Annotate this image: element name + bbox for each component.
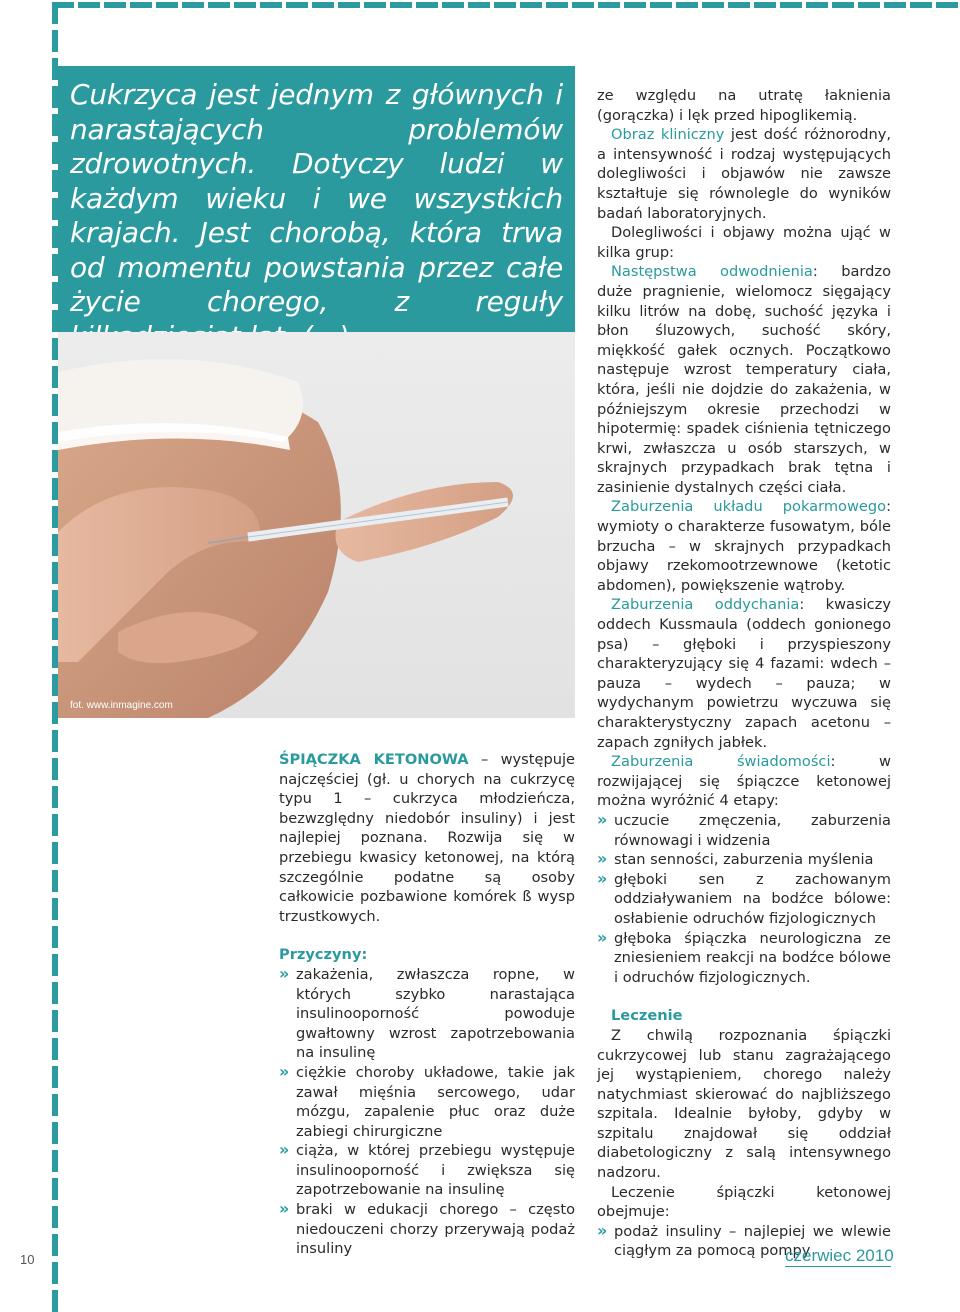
- list-item: » podaż insuliny – najlepiej we wlewie ciągłym za pomocą pompy: [597, 1222, 891, 1261]
- treatment-heading: Leczenie: [611, 1007, 683, 1025]
- paragraph: Leczenie śpiączki ketonowej obejmuje:: [597, 1183, 891, 1221]
- list-item: » stan senności, zaburzenia myślenia: [597, 850, 891, 870]
- column-right: [597, 86, 891, 1261]
- paragraph: ze względu na utratę łaknienia (gorączka) i lęk przed hipoglikemią.: [597, 87, 891, 124]
- term-dehydration: Następstwa odwodnienia: [611, 263, 813, 281]
- list-item: » głęboki sen z zachowanym oddziaływaniem na bodźce bólowe: osłabienie odruchów fizjologicznych: [597, 870, 891, 929]
- page-number: 10: [20, 1252, 35, 1267]
- lead-paragraph: [279, 750, 575, 926]
- list-item: » uczucie zmęczenia, zaburzenia równowagi i widzenia: [597, 811, 891, 850]
- term-digestive: Zaburzenia układu pokarmowego: [611, 498, 887, 516]
- stages-list: [597, 811, 891, 987]
- paragraph: Z chwilą rozpoznania śpiączki cukrzycowej lub stanu zagrażającego jej wystąpieniem, chorego należy natychmiast skierować do najbliższego szpitala. Idealnie byłoby, gdyby w szpitalu znajdował się oddział diabetologiczny z salą intensywnego nadzoru.: [597, 1026, 891, 1182]
- paragraph: Zaburzenia układu pokarmowego: wymioty o charakterze fusowatym, bóle brzucha – w skrajnych przypadkach objawy rzekomootrzewnowe (ketotic abdomen), powiększenie wątroby.: [597, 498, 891, 594]
- frame-top-dashes: [52, 2, 960, 8]
- column-middle: [279, 750, 575, 1259]
- photo-insulin-injection: [58, 332, 575, 718]
- list-item: » ciężkie choroby układowe, takie jak zawał mięśnia sercowego, udar mózgu, zapalenie płuc oraz duże zabiegi chirurgiczne: [279, 1063, 575, 1141]
- term-clinical-picture: Obraz kliniczny: [611, 126, 725, 144]
- intro-text: Cukrzyca jest jednym z głównych i narastających problemów zdrowotnych. Dotyczy ludzi w każdym wieku i we wszystkich krajach. Jest chorobą, która trwa od momentu powstania przez całe życie chorego, z reguły: [70, 78, 563, 318]
- paragraph: Obraz kliniczny jest dość różnorodny, a intensywność i rodzaj występujących dolegliwości i objawów nie zawsze kształtuje się równolegle do wyników badań laboratoryjnych.: [597, 126, 891, 222]
- footer-underline: [785, 1266, 891, 1267]
- paragraph: Zaburzenia oddychania: kwasiczy oddech Kussmaula (oddech gonionego psa) – głęboki i przyspieszony charakteryzujący się 4 fazami: wdech – pauza – wydech – pauza; w wydychanym powietrzu wyczuwa się charakterystyczny zapach acetonu – zapach zgniłych jabłek.: [597, 596, 891, 751]
- list-item: » ciąża, w której przebiegu występuje insulinooporność i zwiększa się zapotrzebowanie na insulinę: [279, 1141, 575, 1200]
- list-item: » zakażenia, zwłaszcza ropne, w których szybko narastająca insulinooporność powoduje gwałtowny wzrost zapotrzebowania na insulinę: [279, 965, 575, 1063]
- term-consciousness: Zaburzenia świadomości: [611, 753, 831, 771]
- photo-illustration: [58, 332, 575, 718]
- photo-credit: fot. www.inmagine.com: [70, 700, 173, 711]
- issue-date: czerwiec 2010: [785, 1246, 894, 1265]
- paragraph: Dolegliwości i objawy można ująć w kilka grup:: [597, 224, 891, 261]
- causes-heading: Przyczyny:: [279, 946, 368, 964]
- paragraph: Zaburzenia świadomości: w rozwijającej się śpiączce ketonowej można wyróżnić 4 etapy:: [597, 753, 891, 810]
- term-breathing: Zaburzenia oddychania: [611, 596, 800, 614]
- list-item: » głęboka śpiączka neurologiczna ze zniesieniem reakcji na bodźce bólowe i odruchów fizjologicznych.: [597, 929, 891, 988]
- lead-text: – występuje najczęściej (gł. u chorych na cukrzycę typu 1 – cukrzyca młodzieńcza, bezwzględny niedobór insuliny) i jest najlepiej poznana. Rozwija się w przebiegu kwasicy ketonowej, na którą szczególnie podatne są osoby całkowicie pozbawione komórek ß wysp trzustkowych.: [279, 751, 576, 925]
- intro-box: [58, 66, 575, 332]
- causes-list: [279, 965, 575, 1259]
- lead-title: ŚPIĄCZKA KETONOWA: [279, 751, 469, 768]
- paragraph: Następstwa odwodnienia: bardzo duże pragnienie, wielomocz sięgający kilku litrów na dobę, suchość języka i błon śluzowych, suchość skóry, miękkość gałek ocznych. Początkowo następuje wzrost temperatury ciała, która, jeśli nie dojdzie do zakażenia, w późniejszym okresie przechodzi w hipotermię: spadek ciśnienia tętniczego krwi, zwłaszcza u osób starszych, w skrajnych przypadkach brak tętna i zasinienie dystalnych części ciała.: [597, 263, 892, 496]
- list-item: » braki w edukacji chorego – często niedouczeni chorzy przerywają podaż insuliny: [279, 1200, 575, 1259]
